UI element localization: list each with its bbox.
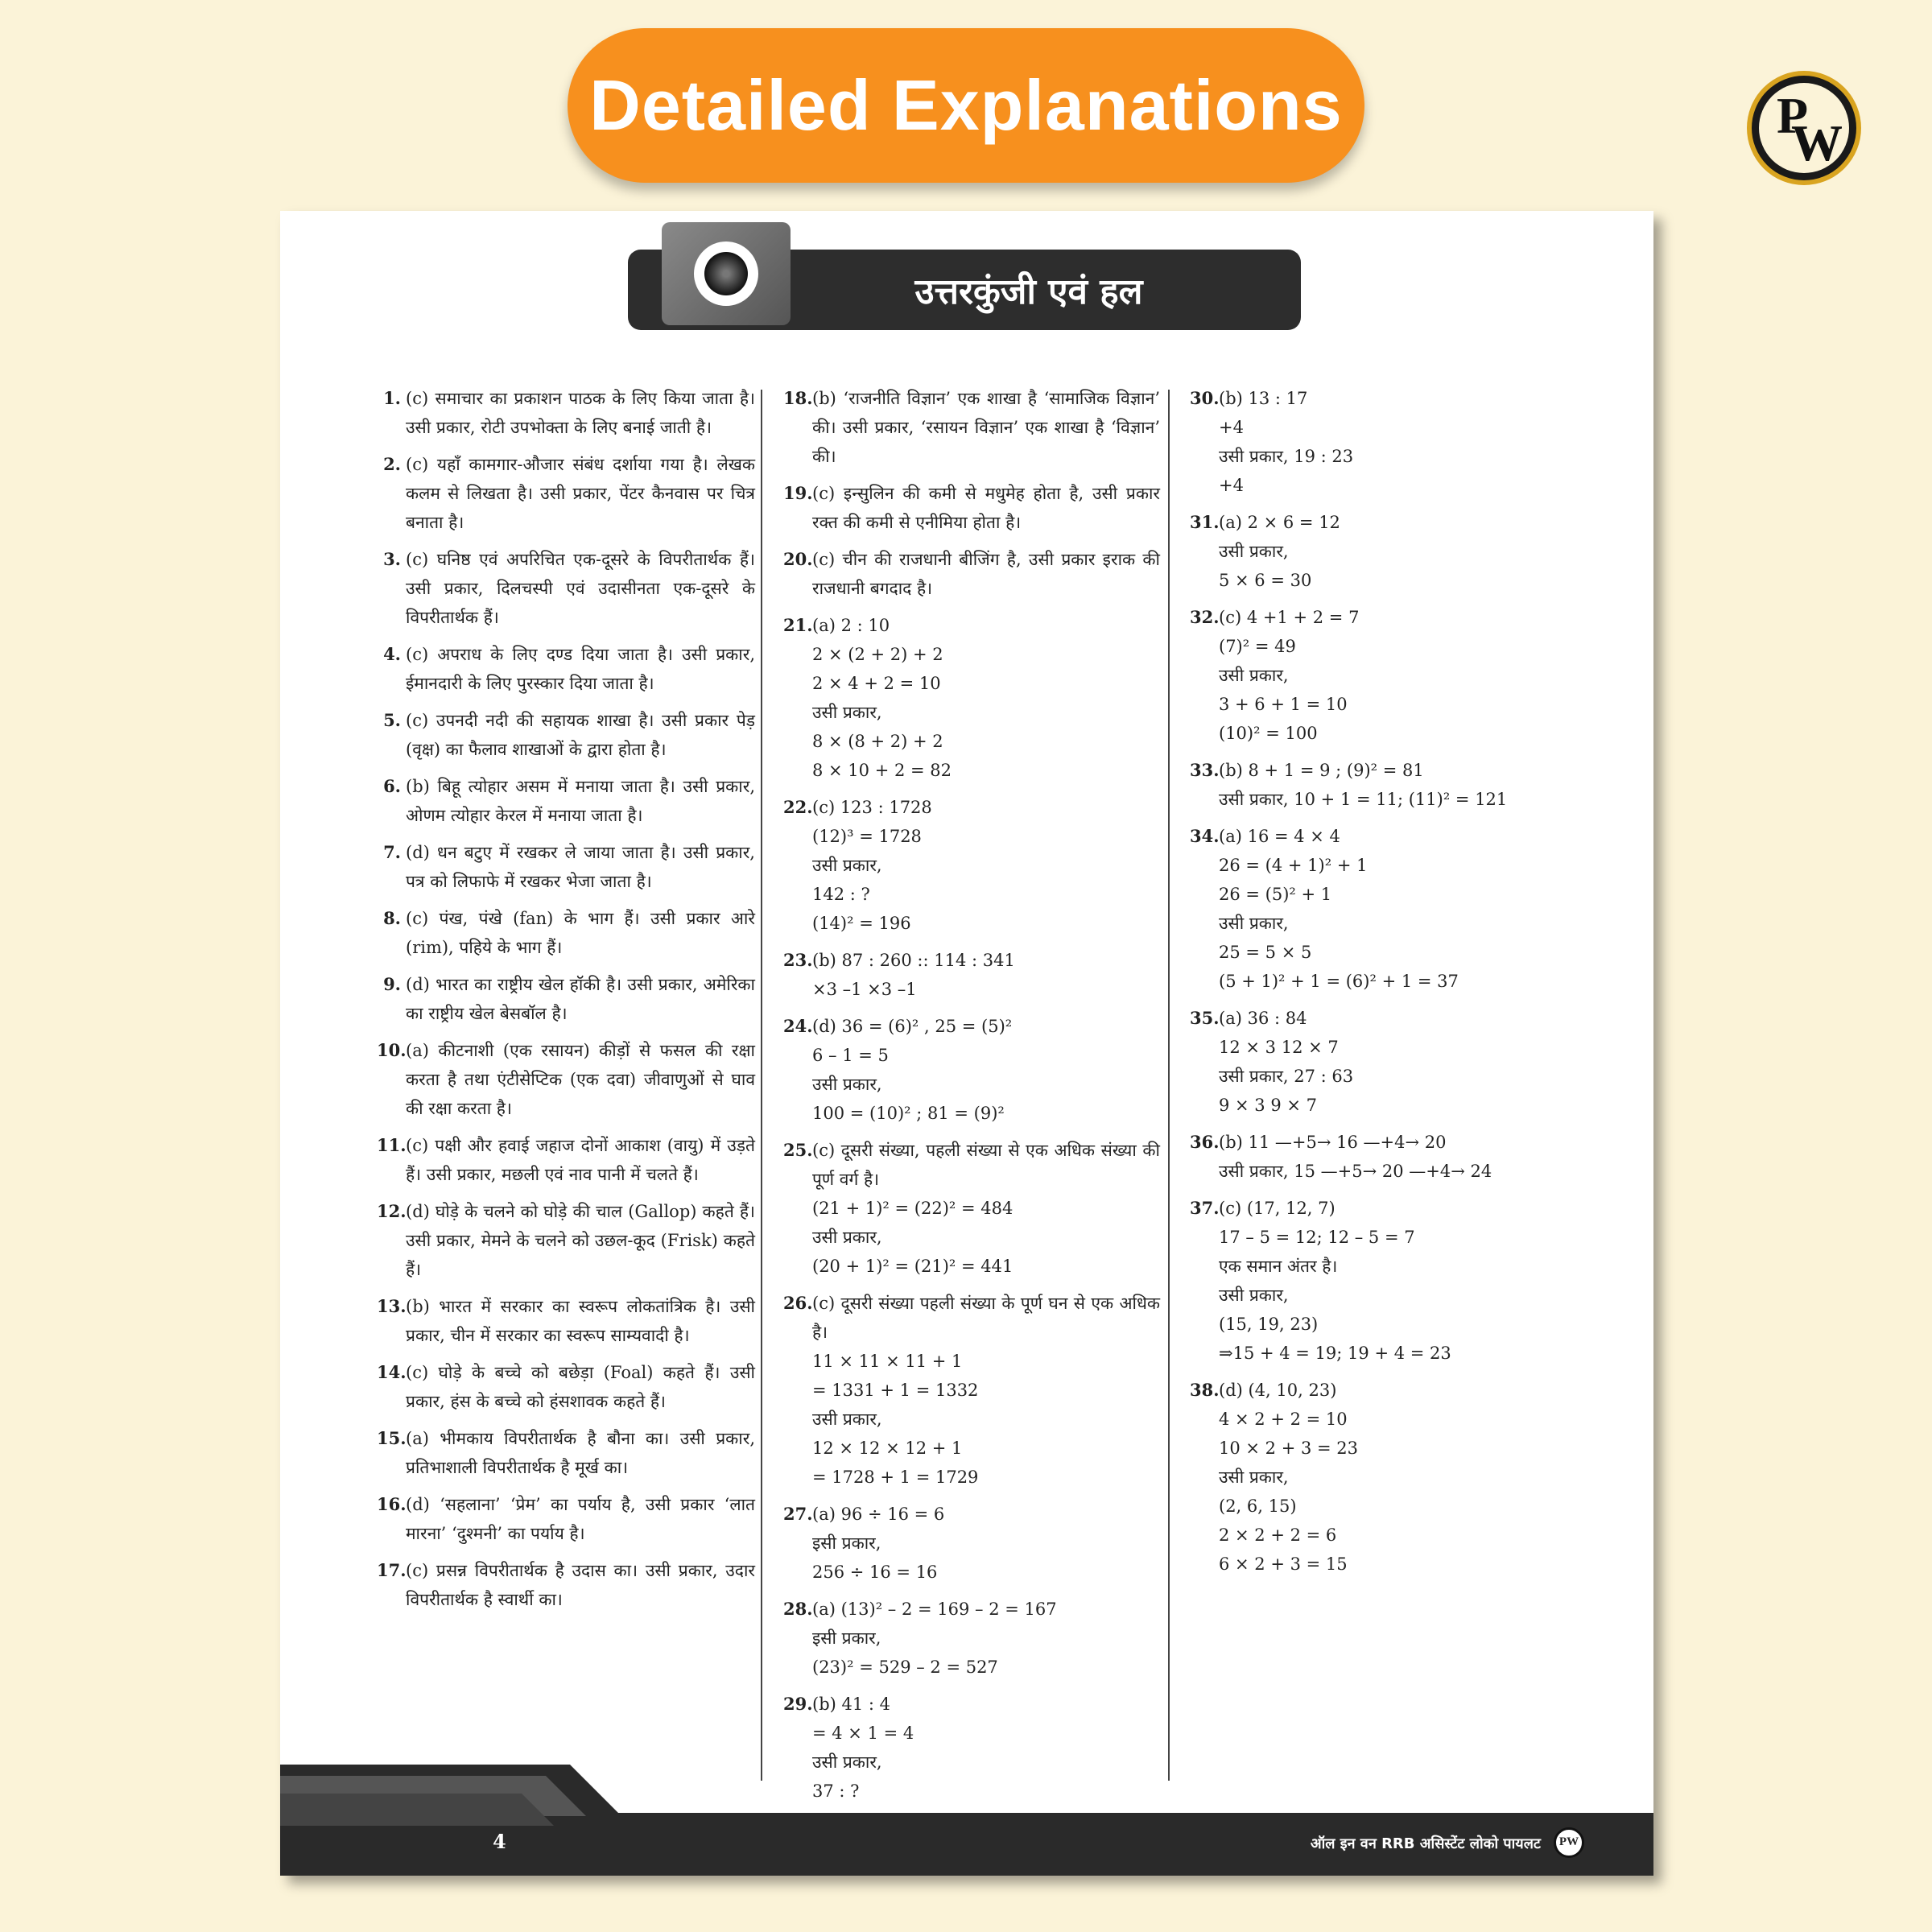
solution-line: (c) दूसरी संख्या, पहली संख्या से एक अधिक संख्या की पूर्ण वर्ग है। (812, 1141, 1160, 1189)
solution-line: उसी प्रकार, (812, 1228, 882, 1247)
solution-line: (b) ‘राजनीति विज्ञान’ एक शाखा है ‘सामाजिक विज्ञान’ की। उसी प्रकार, ‘रसायन विज्ञान’ एक शाखा है ‘विज्ञान’ की। (812, 389, 1160, 466)
answer-solution (1219, 603, 1576, 748)
solution-line: 11 × 11 × 11 + 1 (812, 1352, 963, 1371)
answer-item (377, 1036, 755, 1123)
solution-line: (b) 11 —+5→ 16 —+4→ 20 (1219, 1133, 1447, 1152)
answer-text: (a) भीमकाय विपरीतार्थक है बौना का। उसी प्रकार, प्रतिभाशाली विपरीतार्थक है मूर्ख का। (406, 1429, 755, 1477)
solution-line: उसी प्रकार, 19 : 23 (1219, 447, 1354, 466)
solution-line: 6 – 1 = 5 (812, 1046, 889, 1065)
answer-number: 20. (783, 549, 813, 569)
answer-item (377, 1556, 755, 1614)
answer-number: 4. (383, 644, 401, 664)
answer-number: 38. (1190, 1380, 1220, 1400)
answer-item (377, 1197, 755, 1284)
solution-line: (10)² = 100 (1219, 724, 1318, 743)
solution-line: 8 × 10 + 2 = 82 (812, 761, 952, 780)
solution-line: (d) (4, 10, 23) (1219, 1381, 1337, 1400)
solution-line: +4 (1219, 476, 1244, 495)
solution-line: 2 × 2 + 2 = 6 (1219, 1525, 1337, 1545)
solution-line: (5 + 1)² + 1 = (6)² + 1 = 37 (1219, 972, 1459, 991)
answer-number: 9. (383, 974, 401, 994)
solution-line: (14)² = 196 (812, 914, 911, 933)
answer-number: 8. (383, 908, 401, 928)
answer-item (377, 545, 755, 632)
page-footer (280, 1765, 1653, 1876)
solution-line: एक समान अंतर है। (1219, 1257, 1338, 1276)
answers-column-2 (783, 384, 1160, 1843)
answer-item (1190, 1194, 1576, 1368)
solution-line: 5 × 6 = 30 (1219, 571, 1312, 590)
answer-item (783, 611, 1160, 785)
answer-item (377, 450, 755, 537)
answer-text: (d) ‘सहलाना’ ‘प्रेम’ का पर्याय है, उसी प्रकार ‘लात मारना’ ‘दुश्मनी’ का पर्याय है। (406, 1495, 755, 1543)
solution-line: 3 + 6 + 1 = 10 (1219, 695, 1348, 714)
solution-line: (a) 96 ÷ 16 = 6 (812, 1505, 945, 1524)
answer-item (377, 904, 755, 962)
answer-solution (812, 1012, 1160, 1128)
answer-number: 31. (1190, 512, 1220, 532)
answer-item (783, 1136, 1160, 1281)
solution-line: (b) 13 : 17 (1219, 389, 1308, 408)
solution-line: उसी प्रकार, (812, 1075, 882, 1094)
solution-line: (21 + 1)² = (22)² = 484 (812, 1199, 1013, 1218)
answer-item (377, 1424, 755, 1482)
solution-line: 25 = 5 × 5 (1219, 943, 1312, 962)
book-title: ऑल इन वन RRB असिस्टेंट लोको पायलट (1310, 1835, 1541, 1852)
solution-line: (c) इन्सुलिन की कमी से मधुमेह होता है, उसी प्रकार रक्त की कमी से एनीमिया होता है। (812, 484, 1160, 532)
answer-text: (c) पक्षी और हवाई जहाज दोनों आकाश (वायु) में उड़ते हैं। उसी प्रकार, मछली एवं नाव पानी में चलते हैं। (406, 1136, 755, 1184)
solution-line: 142 : ? (812, 885, 870, 904)
answer-number: 33. (1190, 760, 1220, 780)
answer-number: 30. (1190, 388, 1220, 408)
answer-item (377, 640, 755, 698)
answer-number: 19. (783, 483, 813, 503)
answer-solution (812, 1289, 1160, 1492)
answer-item (1190, 508, 1576, 595)
solution-line: इसी प्रकार, (812, 1629, 881, 1648)
answer-number: 34. (1190, 826, 1220, 846)
solution-line: उसी प्रकार, (812, 703, 882, 722)
solution-line: उसी प्रकार, 15 —+5→ 20 —+4→ 24 (1219, 1162, 1492, 1181)
answer-item (783, 1595, 1160, 1682)
answer-number: 16. (377, 1494, 407, 1514)
solution-line: (c) दूसरी संख्या पहली संख्या के पूर्ण घन से एक अधिक है। (812, 1294, 1160, 1342)
answer-number: 26. (783, 1293, 813, 1313)
answer-item (377, 838, 755, 896)
answer-number: 23. (783, 950, 813, 970)
solution-line: (2, 6, 15) (1219, 1496, 1297, 1516)
logo-letter-p: P (1777, 87, 1809, 144)
answer-number: 5. (383, 710, 401, 730)
answer-text: (d) धन बटुए में रखकर ले जाया जाता है। उसी प्रकार, पत्र को लिफाफे में रखकर भेजा जाता है। (406, 843, 755, 891)
answer-text: (a) कीटनाशी (एक रसायन) कीड़ों से फसल की रक्षा करता है तथा एंटीसेप्टिक (एक दवा) जीवाणुओं से घाव की रक्षा करता है। (406, 1041, 755, 1118)
answer-number: 27. (783, 1504, 813, 1524)
solution-line: उसी प्रकार, (1219, 914, 1289, 933)
answer-item (377, 970, 755, 1028)
answer-number: 13. (377, 1296, 407, 1316)
footer-decoration (280, 1765, 1653, 1876)
answer-number: 36. (1190, 1132, 1220, 1152)
answer-number: 22. (783, 797, 813, 817)
footer-logo: PW (1554, 1827, 1584, 1858)
answer-solution (812, 793, 1160, 938)
answer-solution (1219, 1194, 1576, 1368)
solution-line: (c) (17, 12, 7) (1219, 1199, 1335, 1218)
answer-item (1190, 822, 1576, 996)
solution-line: (12)³ = 1728 (812, 827, 922, 846)
answer-solution (1219, 1376, 1576, 1579)
answer-solution (1219, 1128, 1576, 1186)
answer-item (783, 545, 1160, 603)
answer-text: (c) पंख, पंखे (fan) के भाग हैं। उसी प्रकार आरे (rim), पहिये के भाग हैं। (406, 909, 755, 957)
solution-line: (c) 123 : 1728 (812, 798, 932, 817)
solution-line: उसी प्रकार, (1219, 1286, 1289, 1305)
solution-line: उसी प्रकार, (1219, 1468, 1289, 1487)
solution-line: उसी प्रकार, (1219, 666, 1289, 685)
solution-line: (a) 36 : 84 (1219, 1009, 1307, 1028)
banner-title: Detailed Explanations (589, 65, 1343, 145)
answer-number: 29. (783, 1694, 813, 1714)
answer-number: 18. (783, 388, 813, 408)
solution-line: (a) 2 × 6 = 12 (1219, 513, 1340, 532)
lens-ring (694, 242, 758, 306)
answer-item (1190, 1004, 1576, 1120)
solution-line: 37 : ? (812, 1781, 860, 1801)
solution-line: (15, 19, 23) (1219, 1315, 1319, 1334)
answer-solution (812, 1500, 1160, 1587)
answer-solution (812, 479, 1160, 537)
answer-text: (c) समाचार का प्रकाशन पाठक के लिए किया जाता है। उसी प्रकार, रोटी उपभोक्ता के लिए बनाई जाती है। (406, 389, 755, 437)
solution-line: 2 × (2 + 2) + 2 (812, 645, 943, 664)
solution-line: 2 × 4 + 2 = 10 (812, 674, 941, 693)
pw-logo (1747, 71, 1861, 185)
answer-solution (1219, 384, 1576, 500)
answer-text: (d) भारत का राष्ट्रीय खेल हॉकी है। उसी प्रकार, अमेरिका का राष्ट्रीय खेल बेसबॉल है। (406, 975, 755, 1023)
answer-item (1190, 1128, 1576, 1186)
document-page (280, 211, 1653, 1876)
answer-solution (1219, 1004, 1576, 1120)
answer-text: (b) भारत में सरकार का स्वरूप लोकतांत्रिक है। उसी प्रकार, चीन में सरकार का स्वरूप साम्यवादी है। (406, 1297, 755, 1345)
answer-solution (812, 946, 1160, 1004)
answer-item (1190, 756, 1576, 814)
column-divider (761, 390, 762, 1781)
solution-line: = 1728 + 1 = 1729 (812, 1468, 979, 1487)
answer-number: 10. (377, 1040, 407, 1060)
solution-line: (b) 8 + 1 = 9 ; (9)² = 81 (1219, 761, 1424, 780)
answer-number: 2. (383, 454, 401, 474)
solution-line: 100 = (10)² ; 81 = (9)² (812, 1104, 1005, 1123)
solution-line: (c) चीन की राजधानी बीजिंग है, उसी प्रकार इराक की राजधानी बगदाद है। (812, 550, 1160, 598)
solution-line: (b) 41 : 4 (812, 1695, 891, 1714)
answer-number: 35. (1190, 1008, 1220, 1028)
solution-line: ×3 –1 ×3 –1 (812, 980, 917, 999)
answer-item (377, 1292, 755, 1350)
answers-column-3 (1190, 384, 1576, 1587)
answer-item (1190, 384, 1576, 500)
solution-line: उसी प्रकार, 27 : 63 (1219, 1067, 1354, 1086)
answer-item (377, 384, 755, 442)
section-lens-icon (662, 222, 791, 325)
answer-item (377, 772, 755, 830)
answer-item (783, 479, 1160, 537)
lens-core (704, 252, 748, 295)
answer-item (377, 1358, 755, 1416)
solution-line: (20 + 1)² = (21)² = 441 (812, 1257, 1013, 1276)
answer-item (783, 1012, 1160, 1128)
solution-line: (23)² = 529 – 2 = 527 (812, 1657, 998, 1677)
solution-line: 6 × 2 + 3 = 15 (1219, 1554, 1348, 1574)
solution-line: 256 ÷ 16 = 16 (812, 1563, 938, 1582)
answer-number: 14. (377, 1362, 407, 1382)
answer-solution (812, 1595, 1160, 1682)
answer-item (1190, 603, 1576, 748)
solution-line: उसी प्रकार, (812, 856, 882, 875)
solution-line: (a) 2 : 10 (812, 616, 890, 635)
answer-number: 12. (377, 1201, 407, 1221)
solution-line: (c) 4 +1 + 2 = 7 (1219, 608, 1360, 627)
answer-item (377, 1490, 755, 1548)
solution-line: उसी प्रकार, (812, 1752, 882, 1772)
answer-number: 6. (383, 776, 401, 796)
solution-line: (a) 16 = 4 × 4 (1219, 827, 1340, 846)
solution-line: 12 × 12 × 12 + 1 (812, 1439, 963, 1458)
answer-number: 17. (377, 1560, 407, 1580)
answer-text: (c) उपनदी नदी की सहायक शाखा है। उसी प्रकार पेड़ (वृक्ष) का फैलाव शाखाओं के द्वारा होता है। (406, 711, 755, 759)
section-title: उत्तरकुंजी एवं हल (914, 271, 1143, 312)
answer-item (377, 1131, 755, 1189)
answer-item (783, 946, 1160, 1004)
answer-item (783, 793, 1160, 938)
solution-line: (d) 36 = (6)² , 25 = (5)² (812, 1017, 1013, 1036)
solution-line: = 4 × 1 = 4 (812, 1724, 914, 1743)
solution-line: ⇒15 + 4 = 19; 19 + 4 = 23 (1219, 1344, 1451, 1363)
answer-item (783, 1289, 1160, 1492)
solution-line: 4 × 2 + 2 = 10 (1219, 1410, 1348, 1429)
answer-solution (1219, 508, 1576, 595)
solution-line: उसी प्रकार, (1219, 542, 1289, 561)
solution-line: उसी प्रकार, 10 + 1 = 11; (11)² = 121 (1219, 790, 1508, 809)
page-number: 4 (493, 1830, 506, 1853)
answer-solution (1219, 822, 1576, 996)
answer-text: (c) अपराध के लिए दण्ड दिया जाता है। उसी प्रकार, ईमानदारी के लिए पुरस्कार दिया जाता है। (406, 645, 755, 693)
solution-line: इसी प्रकार, (812, 1534, 881, 1553)
solution-line: = 1331 + 1 = 1332 (812, 1381, 979, 1400)
answer-text: (c) घोड़े के बच्चे को बछेड़ा (Foal) कहते हैं। उसी प्रकार, हंस के बच्चे को हंसशावक कहते हैं। (406, 1363, 755, 1411)
solution-line: +4 (1219, 418, 1244, 437)
answer-number: 3. (383, 549, 401, 569)
answer-item (783, 1500, 1160, 1587)
answer-item (1190, 1376, 1576, 1579)
answer-text: (b) बिहू त्योहार असम में मनाया जाता है। उसी प्रकार, ओणम त्योहार केरल में मनाया जाता है। (406, 777, 755, 825)
answer-solution (812, 384, 1160, 471)
solution-line: (a) (13)² – 2 = 169 – 2 = 167 (812, 1600, 1057, 1619)
answer-number: 32. (1190, 607, 1220, 627)
solution-line: 8 × (8 + 2) + 2 (812, 732, 943, 751)
solution-line: (7)² = 49 (1219, 637, 1296, 656)
answers-column-1 (377, 384, 755, 1622)
answer-number: 15. (377, 1428, 407, 1448)
answer-number: 28. (783, 1599, 813, 1619)
answer-text: (c) यहाँ कामगार-औजार संबंध दर्शाया गया है। लेखक कलम से लिखता है। उसी प्रकार, पेंटर कैनवास पर चित्र बनाता है। (406, 455, 755, 532)
answer-text: (c) घनिष्ठ एवं अपरिचित एक-दूसरे के विपरीतार्थक हैं। उसी प्रकार, दिलचस्पी एवं उदासीनता एक-दूसरे के विपरीतार्थक हैं। (406, 550, 755, 627)
answer-text: (c) प्रसन्न विपरीतार्थक है उदास का। उसी प्रकार, उदार विपरीतार्थक है स्वार्थी का। (406, 1561, 755, 1609)
answer-item (783, 384, 1160, 471)
answer-number: 1. (383, 388, 401, 408)
answer-number: 11. (377, 1135, 407, 1155)
answer-solution (812, 1136, 1160, 1281)
answer-number: 21. (783, 615, 813, 635)
solution-line: 17 – 5 = 12; 12 – 5 = 7 (1219, 1228, 1415, 1247)
solution-line: 26 = (5)² + 1 (1219, 885, 1332, 904)
answer-number: 25. (783, 1140, 813, 1160)
answer-solution (812, 611, 1160, 785)
solution-line: उसी प्रकार, (812, 1410, 882, 1429)
title-banner (568, 28, 1364, 183)
answer-solution (1219, 756, 1576, 814)
answer-number: 7. (383, 842, 401, 862)
solution-line: 9 × 3 9 × 7 (1219, 1096, 1318, 1115)
column-divider (1168, 390, 1170, 1781)
logo-letter-w: W (1791, 114, 1843, 171)
solution-line: 10 × 2 + 3 = 23 (1219, 1439, 1359, 1458)
solution-line: (b) 87 : 260 :: 114 : 341 (812, 951, 1015, 970)
pw-logo-inner (1759, 83, 1849, 173)
solution-line: 12 × 3 12 × 7 (1219, 1038, 1339, 1057)
answer-item (377, 706, 755, 764)
solution-line: 26 = (4 + 1)² + 1 (1219, 856, 1368, 875)
answer-number: 37. (1190, 1198, 1220, 1218)
answer-solution (812, 545, 1160, 603)
answer-text: (d) घोड़े के चलने को घोड़े की चाल (Gallop) कहते हैं। उसी प्रकार, मेमने के चलने को उछल-कूद (Frisk) कहते हैं। (406, 1202, 755, 1279)
answer-number: 24. (783, 1016, 813, 1036)
